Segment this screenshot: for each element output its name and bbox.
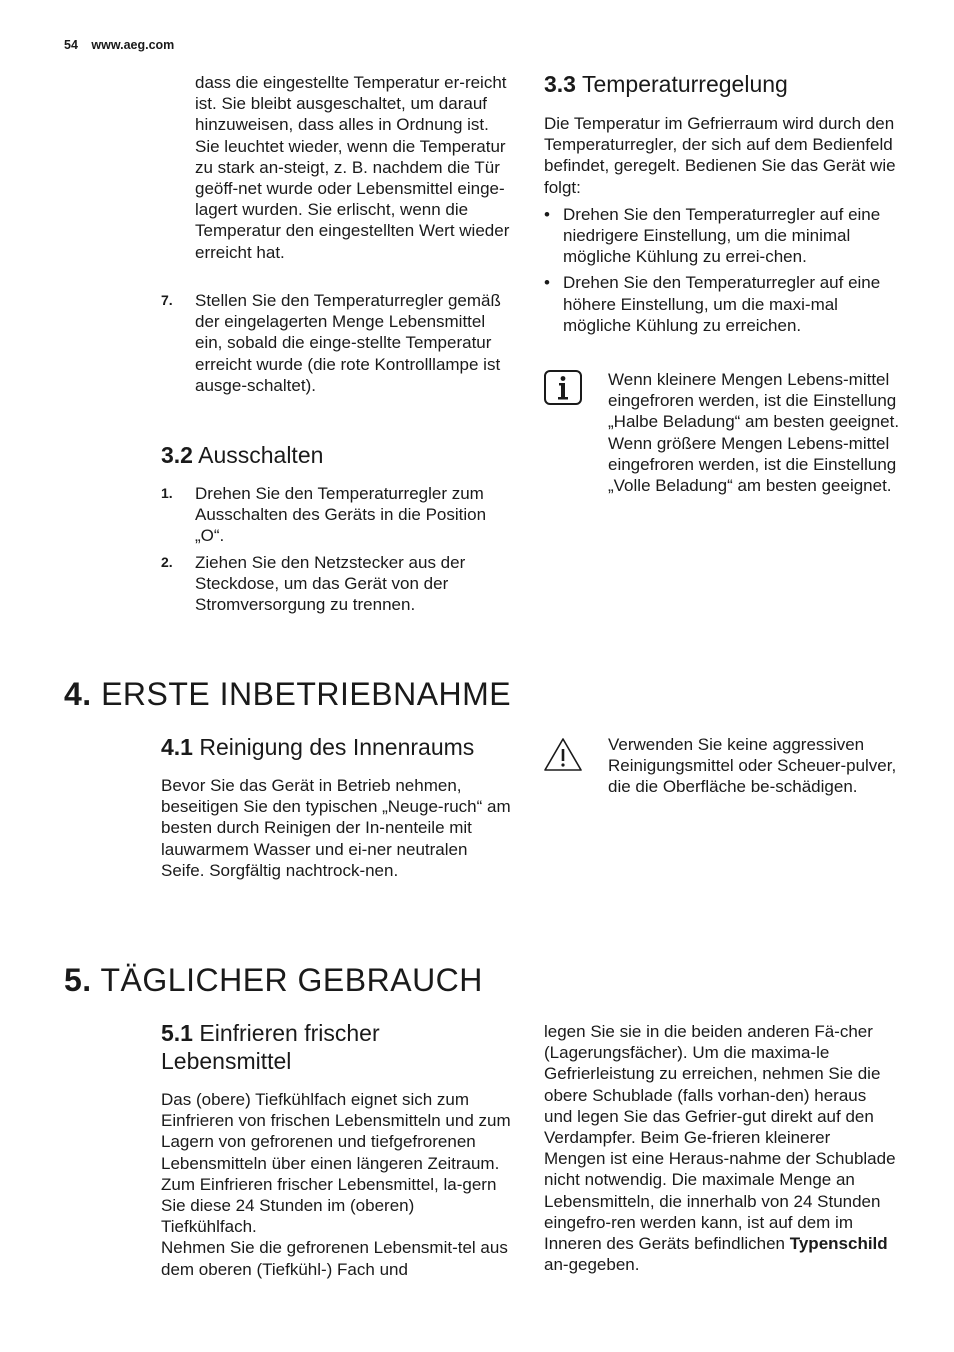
- step-number: 2.: [161, 553, 173, 570]
- list-item: [161, 290, 513, 396]
- step-text: Stellen Sie den Temperaturregler gemäß der eingelagerten Menge Lebensmittel ein, sobald die einge-stellte Temperatur erreicht wurde (die rote Kontrolllampe ist ausge-schaltet).: [195, 291, 501, 395]
- list-item: [544, 272, 896, 336]
- paragraph: Zum Einfrieren frischer Lebensmittel, la-gern Sie diese 24 Stunden im (oberen) Tiefkühlfach.: [161, 1174, 497, 1237]
- section-heading-3-3: [544, 70, 896, 98]
- step-list-3-2: [161, 483, 513, 620]
- paragraph: legen Sie sie in die beiden anderen Fä-cher (Lagerungsfächer). Um die maxima-le Gefrierleistung zu erreichen, nehmen Sie die obere Schublade (falls vorhan-den) heraus und legen Sie das Gefrier-gut direkt auf den Verdampfer. Beim Ge-frieren kleinerer Mengen ist eine Heraus-nahme der Schublade nicht notwendig. Die maximale Menge an Lebensmitteln, die innerhalb von 24 Stunden eingefro-ren werden kann, ist auf dem im Inneren des Geräts befindlichen: [544, 1022, 896, 1254]
- warning-text: Verwenden Sie keine aggressiven Reinigungsmittel oder Scheuer-pulver, die die Oberfläche be-schädigen.: [608, 735, 897, 797]
- page-number: 54: [64, 38, 78, 52]
- bullet-icon: •: [544, 204, 550, 224]
- section-heading-4-1: [161, 733, 541, 761]
- section-heading-5-1: [161, 1019, 513, 1075]
- chapter-title: ERSTE INBETRIEBNAHME: [101, 676, 512, 712]
- step-number: 7.: [161, 292, 173, 308]
- intro-text: Die Temperatur im Gefrierraum wird durch den Temperaturregler, der sich auf dem Bedienfeld befindet, geregelt. Bedienen Sie das Gerät wie folgt:: [544, 114, 896, 197]
- step-text: Ziehen Sie den Netzstecker aus der Steckdose, um das Gerät von der Stromversorgung zu trennen.: [195, 552, 466, 615]
- continuation-text: dass die eingestellte Temperatur er-reicht ist. Sie bleibt ausgeschaltet, um darauf hinzuweisen, dass alles in Ordnung ist. Sie leuchtet wieder, wenn die Temperatur zu stark an-steigt, z. B. nachdem die Tür geöff-net wurde oder Lebensmittel einge-lagert wurden. Sie erlischt, wenn die Temperatur den eingestellten Wert wieder erreicht hat.: [195, 73, 510, 262]
- section-number: 3.2: [161, 442, 193, 468]
- paragraph: Das (obere) Tiefkühlfach eignet sich zum Einfrieren von frischen Lebensmitteln und zum Lagern von gefrorenen und tiefgefrorenen Lebensmitteln über einen längeren Zeitraum.: [161, 1090, 511, 1173]
- list-item: [161, 552, 513, 616]
- bullet-text: Drehen Sie den Temperaturregler auf eine höhere Einstellung, um die maxi-mal mögliche Kühlung zu erreichen.: [563, 273, 881, 335]
- list-item: [544, 204, 896, 268]
- section-5-1-left: [161, 1089, 513, 1280]
- info-note-text: Wenn kleinere Mengen Lebens-mittel eingefroren werden, ist die Einstellung „Halbe Beladung“ am besten geeignet.: [608, 370, 900, 432]
- warning-icon: [544, 737, 584, 777]
- section-number: 5.1: [161, 1020, 193, 1046]
- bullet-text: Drehen Sie den Temperaturregler auf eine niedrigere Einstellung, um die minimal mögliche Kühlung zu errei-chen.: [563, 204, 881, 267]
- website-link[interactable]: www.aeg.com: [91, 38, 175, 52]
- paragraph: an-gegeben.: [544, 1255, 640, 1275]
- section-5-1-right: [544, 1021, 896, 1275]
- section-title: Einfrieren frischer: [199, 1020, 380, 1046]
- page-header: [64, 38, 174, 52]
- step-number: 1.: [161, 485, 173, 501]
- section-number: 4.1: [161, 734, 193, 760]
- info-note: [608, 369, 904, 496]
- bullet-icon: •: [544, 273, 550, 293]
- paragraph: Nehmen Sie die gefrorenen Lebensmit-tel aus dem oberen (Tiefkühl-) Fach und: [161, 1238, 508, 1279]
- section-heading-3-2: [161, 441, 513, 469]
- chapter-title: TÄGLICHER GEBRAUCH: [100, 962, 483, 998]
- step-list-top: [161, 290, 513, 401]
- section-3-3-body: [544, 113, 896, 341]
- section-title: Temperaturregelung: [581, 71, 788, 97]
- section-title: Reinigung des Innenraums: [199, 734, 475, 760]
- chapter-number: 5.: [64, 962, 92, 998]
- info-icon: [544, 370, 584, 410]
- step-text: Drehen Sie den Temperaturregler zum Ausschalten des Geräts in die Position „O“.: [195, 484, 487, 546]
- chapter-heading-4: [64, 676, 511, 713]
- section-4-1-text: Bevor Sie das Gerät in Betrieb nehmen, beseitigen Sie den typischen „Neuge-ruch“ am besten durch Reinigen der In-nenteile mit lauwarmem Wasser und ei-ner neutralen Seife. Sorgfältig nachtrock-nen.: [161, 776, 511, 880]
- chapter-number: 4.: [64, 676, 92, 712]
- chapter-heading-5: [64, 962, 483, 999]
- section-title: Ausschalten: [198, 442, 324, 468]
- type-plate-term: Typenschild: [789, 1234, 888, 1254]
- list-item: [161, 483, 513, 547]
- section-number: 3.3: [544, 71, 576, 97]
- section-title: Lebensmittel: [161, 1048, 292, 1074]
- info-note-text: Wenn größere Mengen Lebens-mittel eingefroren werden, ist die Einstellung „Volle Beladung“ am besten geeignet.: [608, 433, 897, 496]
